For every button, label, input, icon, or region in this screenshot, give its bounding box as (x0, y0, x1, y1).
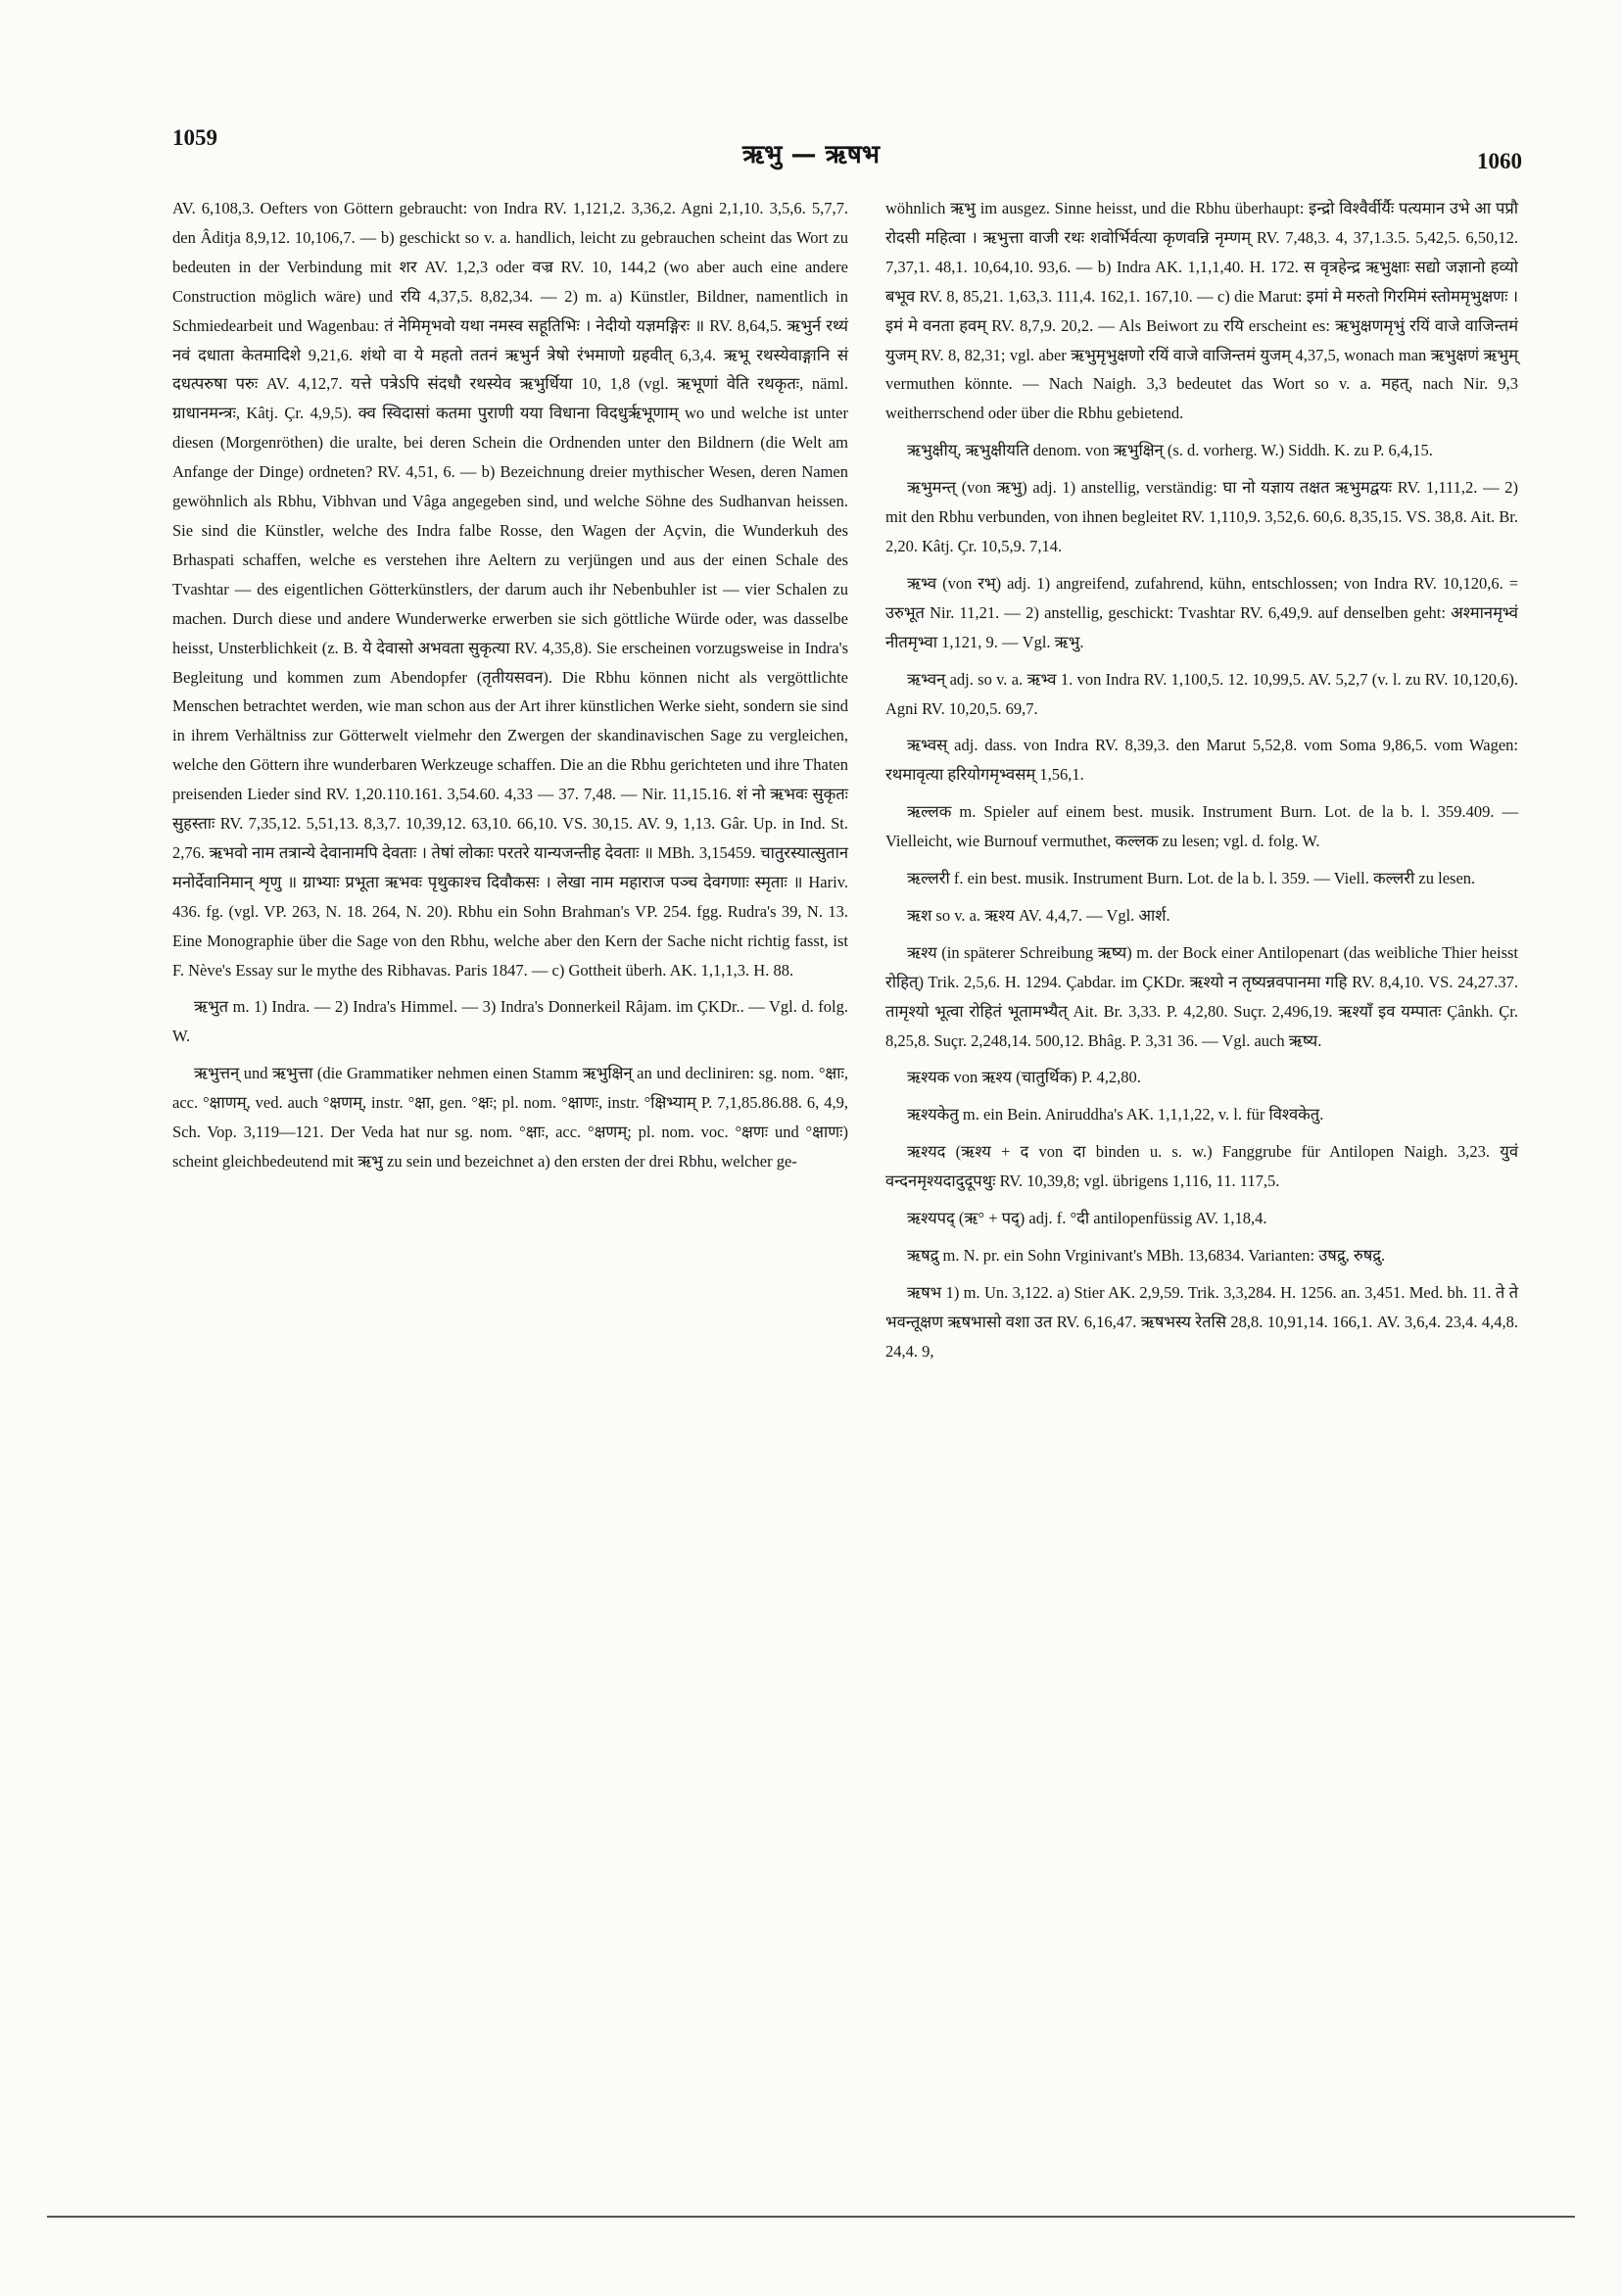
dictionary-entry: ऋश्यकेतु m. ein Bein. Aniruddha's AK. 1,1,1,22, v. l. für विश्वकेतु. (907, 1105, 1324, 1124)
right-paragraph: wöhnlich ऋभु im ausgez. Sinne heisst, und die Rbhu überhaupt: इन्द्रो विश्वैर्वीर्यैः पत्यमान उभे आ पप्रौ रोदसी महित्वा । ऋभुत्ता वाजी रथः शवोर्भिर्वत्या कृणवन्नि नृम्णम् RV. 7,48,3. 4, 37,1.3.5. 5,42,5. 6,50,12. 7,37,1. 48,1. 10,64,10. 93,6. — b) Indra AK. 1,1,1,40. H. 172. स वृत्रहेन्द्र ऋभुक्षाः सद्यो जज्ञानो हव्यो बभूव RV. 8, 85,21. 1,63,3. 111,4. 162,1. 167,10. — c) die Marut: इमां मे मरुतो गिरमिमं स्तोममृभुक्षणः । इमं मे वनता हवम् RV. 8,7,9. 20,2. — Als Beiwort zu रयि erscheint es: ऋभुक्षणमृभुं रयिं वाजे वाजिन्तमं युजम् RV. 8, 82,31; vgl. aber ऋभुमृभुक्षणो रयिं वाजे वाजिन्तमं युजम् 4,37,5, wonach man ऋभुक्षणं ऋभुम् vermuthen könnte. — Nach Naigh. 3,3 bedeutet das Wort so v. a. महत्, nach Nir. 9,3 weitherrschend oder über die Rbhu gebietend. (885, 199, 1518, 423)
page-number-left: 1059 (172, 125, 217, 150)
dictionary-entry: ऋभ्वस् adj. dass. von Indra RV. 8,39,3. den Marut 5,52,8. vom Soma 9,86,5. vom Wagen: रथमावृत्या हरियोगमृभ्वसम् 1,56,1. (885, 736, 1518, 785)
dictionary-entry: ऋश so v. a. ऋश्य AV. 4,4,7. — Vgl. आर्श. (907, 905, 1170, 925)
dictionary-entry: ऋषद्रु m. N. pr. ein Sohn Vrginivant's MBh. 13,6834. Varianten: उषद्रु, रुषद्रु. (907, 1246, 1386, 1265)
dictionary-entry: ऋल्लरी f. ein best. musik. Instrument Burn. Lot. de la b. l. 359. — Viell. कल्लरी zu lesen. (907, 869, 1476, 888)
dictionary-entry: ऋभुक्षीय्, ऋभुक्षीयति denom. von ऋभुक्षिन् (s. d. vorherg. W.) Siddh. K. zu P. 6,4,15. (907, 441, 1433, 460)
dictionary-entry: ऋश्यद (ऋश्य + द von दा binden u. s. w.) Fanggrube für Antilopen Naigh. 3,23. युवं वन्दनमृश्यदादुदूपथुः RV. 10,39,8; vgl. übrigens 1,116, 11. 117,5. (885, 1142, 1518, 1191)
left-column (172, 194, 848, 1176)
dictionary-entry: ऋषभ 1) m. Un. 3,122. a) Stier AK. 2,9,59. Trik. 3,3,284. H. 1256. an. 3,451. Med. bh. 11. ते ते भवन्तूक्षण ऋषभासो वशा उत RV. 6,16,47. ऋषभस्य रेतसि 28,8. 10,91,14. 166,1. AV. 3,6,4. 23,4. 4,4,8. 24,4. 9, (885, 1282, 1518, 1361)
dictionary-entry: ऋभ्वन् adj. so v. a. ऋभ्व 1. von Indra RV. 1,100,5. 12. 10,99,5. AV. 5,2,7 (v. l. zu RV. 10,120,6). Agni RV. 10,20,5. 69,7. (885, 669, 1518, 718)
page-number-right: 1060 (1477, 149, 1522, 173)
bottom-rule (47, 2216, 1575, 2218)
dictionary-entry: ऋभ्व (von रभ्) adj. 1) angreifend, zufahrend, kühn, entschlossen; von Indra RV. 10,120,6. = उरुभूत Nir. 11,21. — 2) anstellig, geschickt: Tvashtar RV. 6,49,9. auf denselben geht: अश्मानमृभ्वं नीतमृभ्वा 1,121, 9. — Vgl. ऋभु. (885, 573, 1518, 651)
dictionary-entry: ऋभुत्तन् und ऋभुत्ता (die Grammatiker nehmen einen Stamm ऋभुक्षिन् an und decliniren: sg. nom. °क्षाः, acc. °क्षाणम्, ved. auch °क्षणम्, instr. °क्षा, gen. °क्षः; pl. nom. °क्षाणः, instr. °क्षिभ्याम् P. 7,1,85.86.88. 6, 4,9, Sch. Vop. 3,119—121. Der Veda hat nur sg. nom. °क्षाः, acc. °क्षणम्; pl. nom. voc. °क्षणः und °क्षाणः) scheint gleichbedeutend mit ऋभु zu sein und bezeichnet a) den ersten der drei Rbhu, welcher ge- (172, 1064, 848, 1171)
page-title: ऋभु — ऋषभ (741, 140, 881, 169)
dictionary-entry: ऋभुमन्त् (von ऋभु) adj. 1) anstellig, verständig: घा नो यज्ञाय तक्षत ऋभुमद्वयः RV. 1,111,2. — 2) mit den Rbhu verbunden, von ihnen begleitet RV. 1,110,9. 3,52,6. 60,6. 8,35,15. VS. 38,8. Ait. Br. 2,20. Kâtj. Çr. 10,5,9. 7,14. (885, 478, 1518, 555)
left-paragraph: AV. 6,108,3. Oefters von Göttern gebraucht: von Indra RV. 1,121,2. 3,36,2. Agni 2,1,10. 3,5,6. 5,7,7. den Âditja 8,9,12. 10,106,7. — b) geschickt so v. a. handlich, leicht zu gebrauchen scheint das Wort zu bedeuten in der Verbindung mit शर AV. 1,2,3 oder वज्र RV. 10, 144,2 (wo aber auch eine andere Construction möglich wäre) und रयि 4,37,5. 8,82,34. — 2) m. a) Künstler, Bildner, namentlich in Schmiedearbeit und Wagenbau: तं नेमिमृभवो यथा नमस्व सहूतिभिः । नेदीयो यज्ञमङ्गिरः ॥ RV. 8,64,5. ऋभुर्न रथ्यं नवं दधाता केतमादिशे 9,21,6. शंथो वा ये महतो ततनं ऋभुर्न त्रेषो रंभमाणो ग्रहवीत् 6,3,4. ऋभू रथस्येवाङ्गानि सं दधत्परुषा परुः AV. 4,12,7. यत्ते पत्रेऽपि संदधौ रथस्येव ऋभुर्धिया 10, 1,8 (vgl. ऋभूणां वेति रथकृतः, näml. ग्राधानमन्त्रः, Kâtj. Çr. 4,9,5). क्व स्विदासां कतमा पुराणी यया विधाना विदधुर्ऋभूणाम् wo und welche ist unter diesen (Morgenröthen) die uralte, bei deren Schein die Ordnenden unter den Bildnern (die Welt am Anfange der Dinge) ordneten? RV. 4,51, 6. — b) Bezeichnung dreier mythischer Wesen, deren Namen gewöhnlich als Rbhu, Vibhvan und Vâga angegeben sind, und welche Söhne des Sudhanvan heissen. Sie sind die Künstler, welche des Indra falbe Rosse, den Wagen der Açvin, die Wunderkuh des Brhaspati schaffen, welche es verstehen ihre Aeltern zu verjüngen und aus der einen Schale des Tvashtar — des eigentlichen Götterkünstlers, der darum auch ihr Nebenbuhler ist — vier Schalen zu machen. Durch diese und andere Wunderwerke erwerben sie sich göttliche Würde oder, was dasselbe heisst, Unsterblichkeit (z. B. ये देवासो अभवता सुकृत्या RV. 4,35,8). Sie erscheinen vorzugsweise in Indra's Begleitung und kommen zum Abendopfer (तृतीयसवन). Die Rbhu können nicht als vergöttlichte Menschen betrachtet werden, wie man schon aus der Art ihrer künstlichen Werke sieht, sondern sie sind in ihrem Verhältniss zur Götterwelt vielmehr den Zwergen der skandinavischen Sage zu vergleichen, welche den Göttern ihre wunderbaren Werkzeuge schaffen. Die an die Rbhu gerichteten und ihre Thaten preisenden Lieder sind RV. 1,20.110.161. 3,54.60. 4,33 — 37. 7,48. — Nir. 11,15.16. शं नो ऋभवः सुकृतः सुहस्ताः RV. 7,35,12. 5,51,13. 8,3,7. 10,39,12. 63,10. 66,10. VS. 30,15. AV. 9, 1,13. Gâr. Up. in Ind. St. 2,76. ऋभवो नाम तत्रान्ये देवानामपि देवताः । तेषां लोकाः परतरे यान्यजन्तीह देवताः ॥ MBh. 3,15459. चातुरस्यात्सुतान मनोर्देवानिमान् शृणु ॥ ग्राभ्याः प्रभूता ऋभवः पृथुकाश्च दिवौकसः । लेखा नाम महाराज पञ्च देवगणाः स्मृताः ॥ Hariv. 436. fg. (vgl. VP. 263, N. 18. 264, N. 20). Rbhu ein Sohn Brahman's VP. 254. fgg. Rudra's 39, N. 13. Eine Monographie über die Sage von den Rbhu, welche aber den Kern der Sache nicht richtig fasst, ist F. Nève's Essay sur le mythe des Ribhavas. Paris 1847. — c) Gottheit überh. AK. 1,1,1,3. H. 88. (172, 199, 848, 980)
dictionary-entry: ऋश्य (in späterer Schreibung ऋष्य) m. der Bock einer Antilopenart (das weibliche Thier heisst रोहित्) Trik. 2,5,6. H. 1294. Çabdar. im ÇKDr. ऋश्यो न तृष्यन्नवपानमा गहि RV. 8,4,10. VS. 24,27.37. तामृश्यो भूत्वा रोहितं भूतामभ्यैत् Ait. Br. 3,33. P. 4,2,80. Suçr. 2,496,19. ऋश्याँ इव यम्पातः Çânkh. Çr. 8,25,8. Suçr. 2,248,14. 500,12. Bhâg. P. 3,31 36. — Vgl. auch ऋष्य. (885, 942, 1518, 1050)
dictionary-entry: ऋल्लक m. Spieler auf einem best. musik. Instrument Burn. Lot. de la b. l. 359.409. — Vielleicht, wie Burnouf vermuthet, कल्लक zu lesen; vgl. d. folg. W. (885, 802, 1518, 851)
right-column (885, 194, 1518, 1366)
dictionary-entry: ऋश्यक von ऋश्य (चातुर्थिक) P. 4,2,80. (907, 1068, 1141, 1087)
dictionary-entry: ऋश्यपद् (ऋ° + पद्) adj. f. °दी antilopenfüssig AV. 1,18,4. (907, 1209, 1267, 1228)
dictionary-entry: ऋभुत m. 1) Indra. — 2) Indra's Himmel. — 3) Indra's Donnerkeil Râjam. im ÇKDr.. — Vgl. d. folg. W. (172, 997, 848, 1046)
